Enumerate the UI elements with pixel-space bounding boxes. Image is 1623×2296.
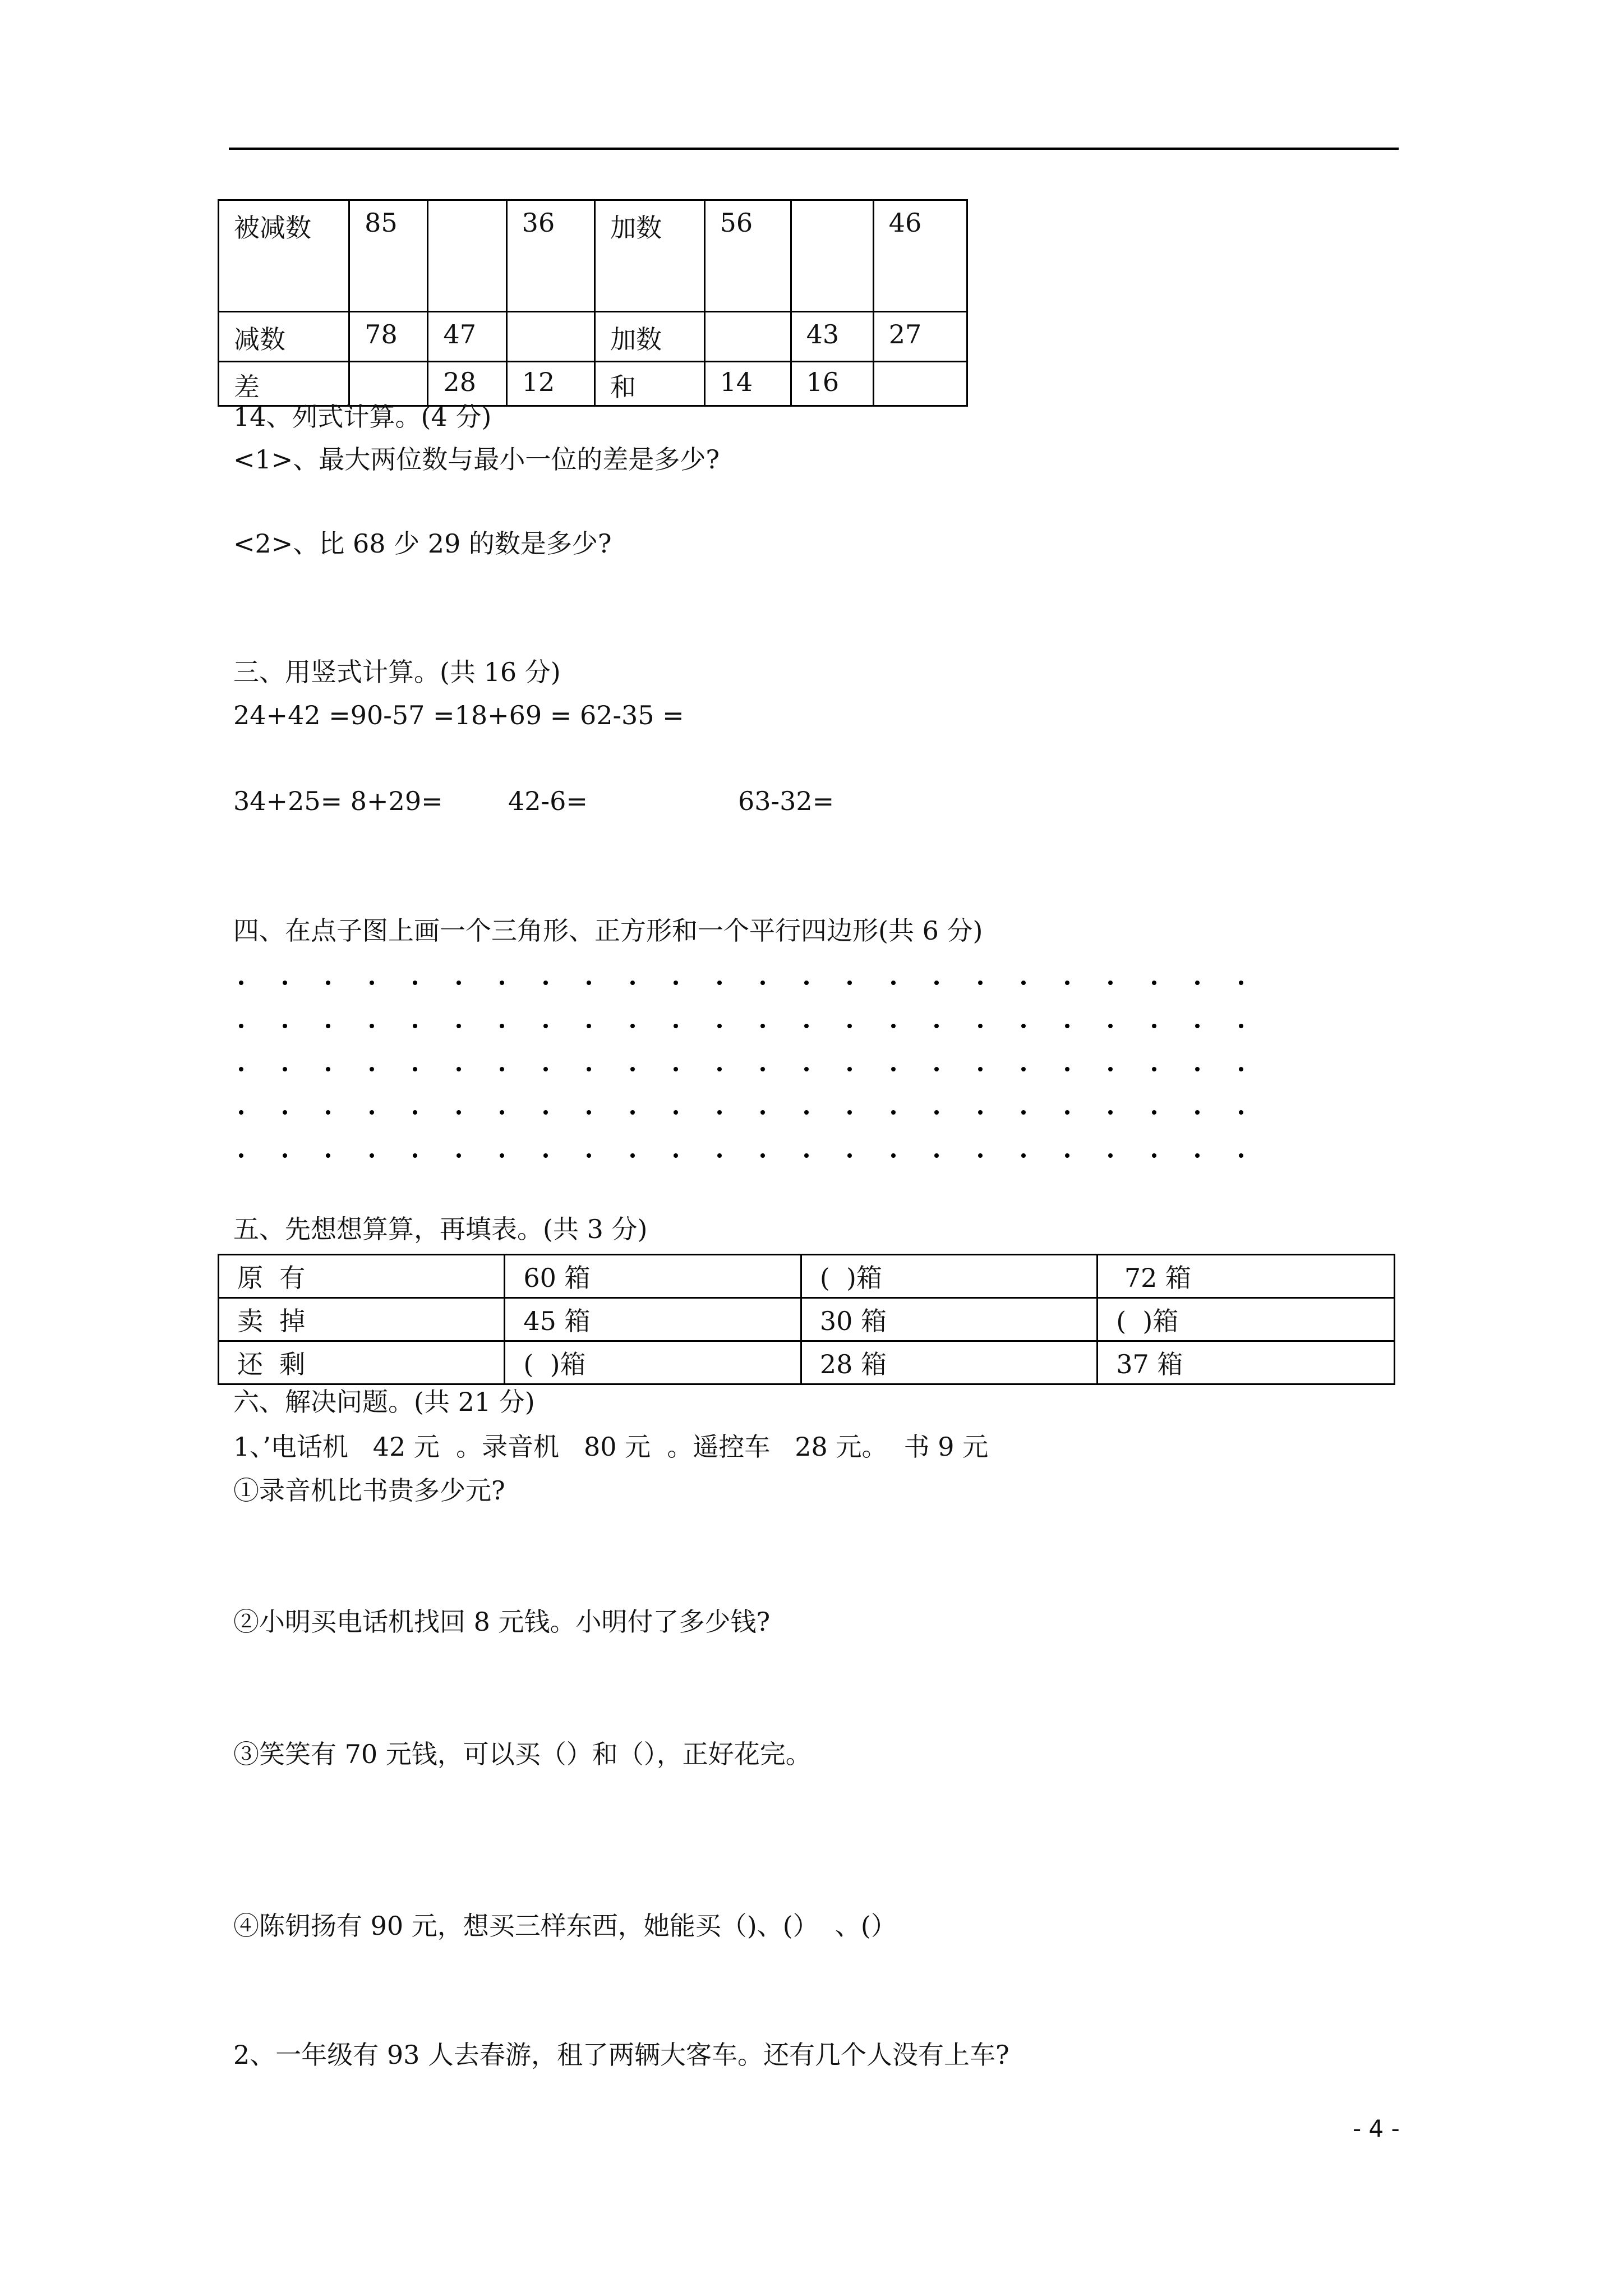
- grid-dot: [1239, 1110, 1243, 1115]
- table-row: [219, 200, 967, 312]
- table-cell: 28 箱: [801, 1341, 1097, 1384]
- grid-dot: [847, 981, 852, 985]
- grid-dot: [587, 1153, 591, 1158]
- section6-q1-a: ①录音机比书贵多少元?: [233, 1475, 505, 1506]
- subtraction-addition-table: [218, 199, 968, 407]
- grid-dot: [457, 1067, 461, 1071]
- q14-part1: <1>、最大两位数与最小一位的差是多少?: [233, 444, 720, 475]
- grid-dot: [760, 1153, 765, 1158]
- grid-dot: [804, 1153, 809, 1158]
- grid-dot: [457, 1024, 461, 1028]
- table-row: [219, 1298, 1395, 1341]
- table-cell: 原 有: [219, 1255, 505, 1298]
- grid-dot: [500, 1024, 504, 1028]
- grid-dot: [326, 981, 330, 985]
- section6-title: 六、解决问题。(共 21 分): [233, 1387, 535, 1417]
- grid-dot: [543, 1110, 548, 1115]
- grid-dot: [1152, 1110, 1156, 1115]
- grid-dot: [326, 1153, 330, 1158]
- grid-dot: [674, 1153, 678, 1158]
- grid-dot: [674, 981, 678, 985]
- table-row: [219, 362, 967, 406]
- table-cell: 60 箱: [505, 1255, 801, 1298]
- grid-dot: [1065, 981, 1069, 985]
- grid-dot: [760, 1024, 765, 1028]
- table-cell: 差: [219, 362, 349, 406]
- table-row: [219, 1255, 1395, 1298]
- grid-dot: [934, 981, 939, 985]
- table-cell: [704, 312, 791, 362]
- grid-dot: [370, 981, 374, 985]
- grid-dot: [413, 1067, 417, 1071]
- q14-part2: <2>、比 68 少 29 的数是多少?: [233, 528, 612, 559]
- grid-dot: [239, 981, 243, 985]
- section5-title: 五、先想想算算，再填表。(共 3 分): [233, 1214, 648, 1244]
- grid-dot: [1195, 981, 1200, 985]
- grid-dot: [457, 1110, 461, 1115]
- grid-dot: [370, 1153, 374, 1158]
- grid-dot: [804, 981, 809, 985]
- grid-dot: [978, 981, 983, 985]
- grid-dot: [457, 1153, 461, 1158]
- grid-dot: [1065, 1024, 1069, 1028]
- grid-dot: [413, 981, 417, 985]
- grid-dot: [674, 1067, 678, 1071]
- grid-dot: [760, 981, 765, 985]
- grid-dot: [804, 1110, 809, 1115]
- grid-dot: [978, 1067, 983, 1071]
- table-row: [219, 312, 967, 362]
- grid-dot: [760, 1067, 765, 1071]
- grid-dot: [847, 1153, 852, 1158]
- grid-dot: [1239, 1067, 1243, 1071]
- table-cell: 加数: [595, 312, 704, 362]
- grid-dot: [239, 1024, 243, 1028]
- grid-dot: [934, 1153, 939, 1158]
- table-cell: 45 箱: [505, 1298, 801, 1341]
- grid-dot: [500, 1153, 504, 1158]
- grid-dot: [1195, 1024, 1200, 1028]
- grid-dot: [326, 1110, 330, 1115]
- grid-dot: [283, 1153, 287, 1158]
- section6-q1: 1、’电话机 42 元 。录音机 80 元 。遥控车 28 元。 书 9 元: [233, 1432, 989, 1462]
- grid-dot: [978, 1110, 983, 1115]
- grid-dot: [891, 1067, 896, 1071]
- grid-dot: [717, 1110, 722, 1115]
- table-cell: 43: [791, 312, 873, 362]
- table-cell: 加数: [595, 200, 704, 312]
- q14-title: 14、列式计算。(4 分): [233, 402, 492, 432]
- grid-dot: [847, 1067, 852, 1071]
- section6-q1-b: ②小明买电话机找回 8 元钱。小明付了多少钱?: [233, 1607, 771, 1637]
- grid-dot: [674, 1024, 678, 1028]
- grid-dot: [1239, 1024, 1243, 1028]
- grid-dot: [1021, 1153, 1026, 1158]
- grid-dot: [847, 1024, 852, 1028]
- grid-dot: [1108, 1067, 1113, 1071]
- grid-dot: [283, 1110, 287, 1115]
- grid-dot: [587, 1110, 591, 1115]
- grid-dot: [1108, 1024, 1113, 1028]
- grid-dot: [630, 1110, 635, 1115]
- grid-dot: [934, 1110, 939, 1115]
- grid-dot: [543, 1067, 548, 1071]
- table-cell: 30 箱: [801, 1298, 1097, 1341]
- grid-dot: [891, 1110, 896, 1115]
- grid-dot: [934, 1024, 939, 1028]
- grid-dot: [1152, 1067, 1156, 1071]
- grid-dot: [1065, 1153, 1069, 1158]
- table-cell: 36: [506, 200, 594, 312]
- grid-dot: [543, 1024, 548, 1028]
- grid-dot: [717, 1024, 722, 1028]
- grid-dot: [500, 1067, 504, 1071]
- table-cell: 28: [428, 362, 506, 406]
- table-cell: 47: [428, 312, 506, 362]
- table-cell: ( )箱: [1098, 1298, 1395, 1341]
- table-cell: 被减数: [219, 200, 349, 312]
- grid-dot: [891, 981, 896, 985]
- table-cell: [428, 200, 506, 312]
- grid-dot: [717, 981, 722, 985]
- grid-dot: [239, 1110, 243, 1115]
- grid-dot: [1152, 1153, 1156, 1158]
- grid-dot: [1021, 1110, 1026, 1115]
- grid-dot: [1195, 1067, 1200, 1071]
- section4-title: 四、在点子图上画一个三角形、正方形和一个平行四边形(共 6 分): [233, 915, 983, 946]
- table-cell: [506, 312, 594, 362]
- table-cell: 78: [349, 312, 428, 362]
- grid-dot: [1021, 1067, 1026, 1071]
- grid-dot: [587, 981, 591, 985]
- table-cell: 37 箱: [1098, 1341, 1395, 1384]
- boxes-table: [218, 1254, 1395, 1385]
- grid-dot: [630, 1024, 635, 1028]
- grid-dot: [1108, 1110, 1113, 1115]
- grid-dot: [1108, 1153, 1113, 1158]
- grid-dot: [326, 1067, 330, 1071]
- table-cell: 和: [595, 362, 704, 406]
- grid-dot: [283, 1067, 287, 1071]
- grid-dot: [370, 1110, 374, 1115]
- grid-dot: [283, 1024, 287, 1028]
- grid-dot: [413, 1153, 417, 1158]
- grid-dot: [283, 981, 287, 985]
- grid-dot: [370, 1067, 374, 1071]
- table-cell: 56: [704, 200, 791, 312]
- table-cell: 14: [704, 362, 791, 406]
- grid-dot: [934, 1067, 939, 1071]
- table-cell: 85: [349, 200, 428, 312]
- grid-dot: [1021, 1024, 1026, 1028]
- grid-dot: [457, 981, 461, 985]
- grid-dot: [1195, 1110, 1200, 1115]
- section3-title: 三、用竖式计算。(共 16 分): [233, 657, 561, 687]
- grid-dot: [891, 1024, 896, 1028]
- grid-dot: [978, 1153, 983, 1158]
- grid-dot: [587, 1024, 591, 1028]
- table-cell: 27: [873, 312, 967, 362]
- grid-dot: [630, 1067, 635, 1071]
- grid-dot: [1239, 1153, 1243, 1158]
- table-cell: 减数: [219, 312, 349, 362]
- grid-dot: [717, 1153, 722, 1158]
- table-cell: 还 剩: [219, 1341, 505, 1384]
- grid-dot: [630, 1153, 635, 1158]
- grid-dot: [1065, 1067, 1069, 1071]
- table-cell: ( )箱: [801, 1255, 1097, 1298]
- table-cell: ( )箱: [505, 1341, 801, 1384]
- grid-dot: [370, 1024, 374, 1028]
- grid-dot: [1152, 981, 1156, 985]
- grid-dot: [1021, 981, 1026, 985]
- grid-dot: [543, 981, 548, 985]
- section6-q2: 2、一年级有 93 人去春游，租了两辆大客车。还有几个人没有上车?: [233, 2040, 1009, 2070]
- grid-dot: [1108, 981, 1113, 985]
- grid-dot: [1195, 1153, 1200, 1158]
- grid-dot: [891, 1153, 896, 1158]
- grid-dot: [413, 1024, 417, 1028]
- grid-dot: [239, 1067, 243, 1071]
- table-cell: 卖 掉: [219, 1298, 505, 1341]
- grid-dot: [978, 1024, 983, 1028]
- grid-dot: [674, 1110, 678, 1115]
- table-cell: [349, 362, 428, 406]
- grid-dot: [717, 1067, 722, 1071]
- grid-dot: [1065, 1110, 1069, 1115]
- table-cell: [791, 200, 873, 312]
- section3-row2-c: 63-32=: [738, 786, 834, 816]
- table-cell: 72 箱: [1098, 1255, 1395, 1298]
- table-cell: 46: [873, 200, 967, 312]
- grid-dot: [804, 1024, 809, 1028]
- grid-dot: [847, 1110, 852, 1115]
- grid-dot: [1239, 981, 1243, 985]
- table-cell: [873, 362, 967, 406]
- table-cell: 12: [506, 362, 594, 406]
- grid-dot: [239, 1153, 243, 1158]
- grid-dot: [804, 1067, 809, 1071]
- grid-dot: [413, 1110, 417, 1115]
- page-number: - 4 -: [1353, 2115, 1400, 2142]
- section6-q1-d: ④陈钥扬有 90 元，想买三样东西，她能买（)、(） 、(）: [233, 1911, 897, 1941]
- section6-q1-c: ③笑笑有 70 元钱，可以买（）和（），正好花完。: [233, 1739, 811, 1769]
- grid-dot: [760, 1110, 765, 1115]
- section3-row1: 24+42 =90-57 =18+69 = 62-35 =: [233, 700, 684, 730]
- header-rule: [229, 148, 1399, 150]
- grid-dot: [326, 1024, 330, 1028]
- grid-dot: [587, 1067, 591, 1071]
- table-row: [219, 1341, 1395, 1384]
- grid-dot: [500, 1110, 504, 1115]
- section3-row2-a: 34+25= 8+29=: [233, 786, 443, 816]
- grid-dot: [500, 981, 504, 985]
- section3-row2-b: 42-6=: [508, 786, 588, 816]
- grid-dot: [630, 981, 635, 985]
- grid-dot: [1152, 1024, 1156, 1028]
- table-cell: 16: [791, 362, 873, 406]
- grid-dot: [543, 1153, 548, 1158]
